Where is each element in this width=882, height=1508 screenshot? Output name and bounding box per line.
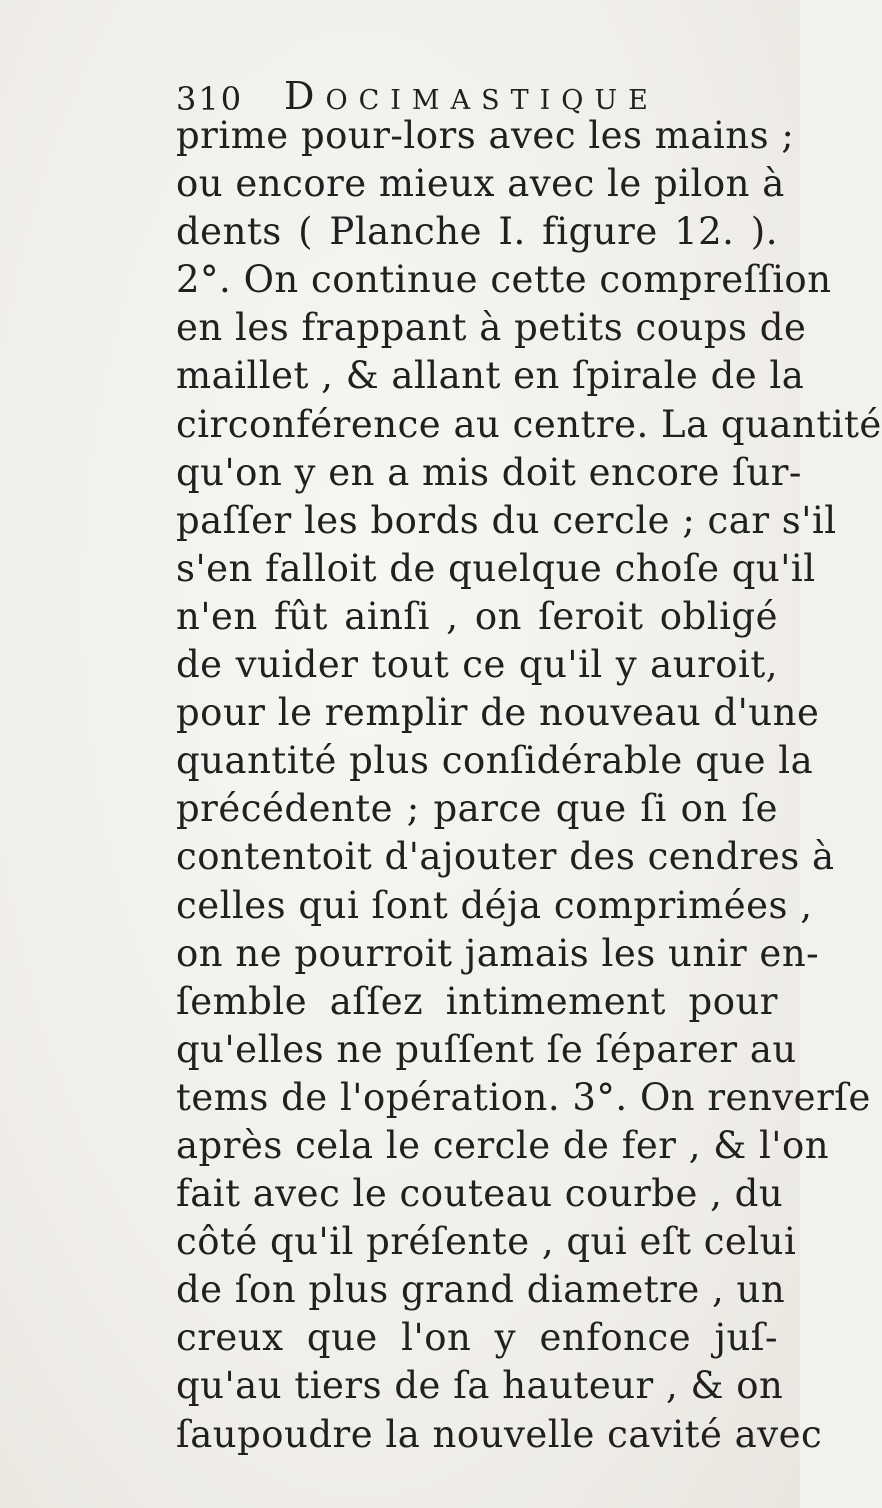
text-line: on ne pourroit jamais les unir en- [176, 931, 820, 975]
text-line: prime pour-lors avec les mains ; [176, 114, 795, 157]
text-line: ou encore mieux avec le pilon à [176, 162, 785, 206]
text-line: dents ( Planche I. figure 12. ). [176, 210, 778, 254]
text-line: de vuider tout ce qu'il y auroit, [176, 643, 778, 687]
text-line: pour le remplir de nouveau d'une [176, 691, 820, 735]
text-line: de ſon plus grand diametre , un [176, 1268, 786, 1312]
text-line: contentoit d'ajouter des cendres à [176, 835, 835, 879]
text-line: maillet , & allant en ſpirale de la [176, 354, 805, 398]
text-line: qu'on y en a mis doit encore ſur- [176, 450, 802, 494]
text-line: tems de l'opération. 3°. On renverſe [176, 1075, 871, 1119]
text-line: après cela le cercle de fer , & l'on [176, 1123, 830, 1167]
page-header [176, 70, 776, 118]
text-line: précédente ; parce que ſi on ſe [176, 787, 778, 831]
text-line: paſſer les bords du cercle ; car s'il [176, 498, 837, 542]
text-line: circonférence au centre. La quantité [176, 402, 882, 446]
text-line: s'en falloit de quelque choſe qu'il [176, 546, 816, 590]
text-line: 2°. On continue cette compreſſion [176, 258, 832, 302]
text-line: qu'au tiers de ſa hauteur , & on [176, 1364, 784, 1408]
body-text [176, 112, 882, 1459]
text-line: en les frappant à petits coups de [176, 306, 807, 350]
text-line: celles qui ſont déja comprimées , [176, 883, 813, 927]
text-line: ſaupoudre la nouvelle cavité avec [176, 1412, 823, 1456]
text-line: ſemble aſſez intimement pour [176, 979, 778, 1023]
text-line: creux que l'on y enfonce juſ- [176, 1316, 778, 1360]
text-line: quantité plus conſidérable que la [176, 739, 814, 783]
text-line: fait avec le couteau courbe , du [176, 1172, 784, 1216]
text-line: côté qu'il préſente , qui eſt celui [176, 1220, 797, 1264]
page-number: 310 [176, 80, 244, 118]
text-line: n'en fût ainſi , on ſeroit obligé [176, 594, 778, 638]
text-line: qu'elles ne puſſent ſe ſéparer au [176, 1027, 797, 1071]
running-title: Docimastique [284, 74, 659, 118]
